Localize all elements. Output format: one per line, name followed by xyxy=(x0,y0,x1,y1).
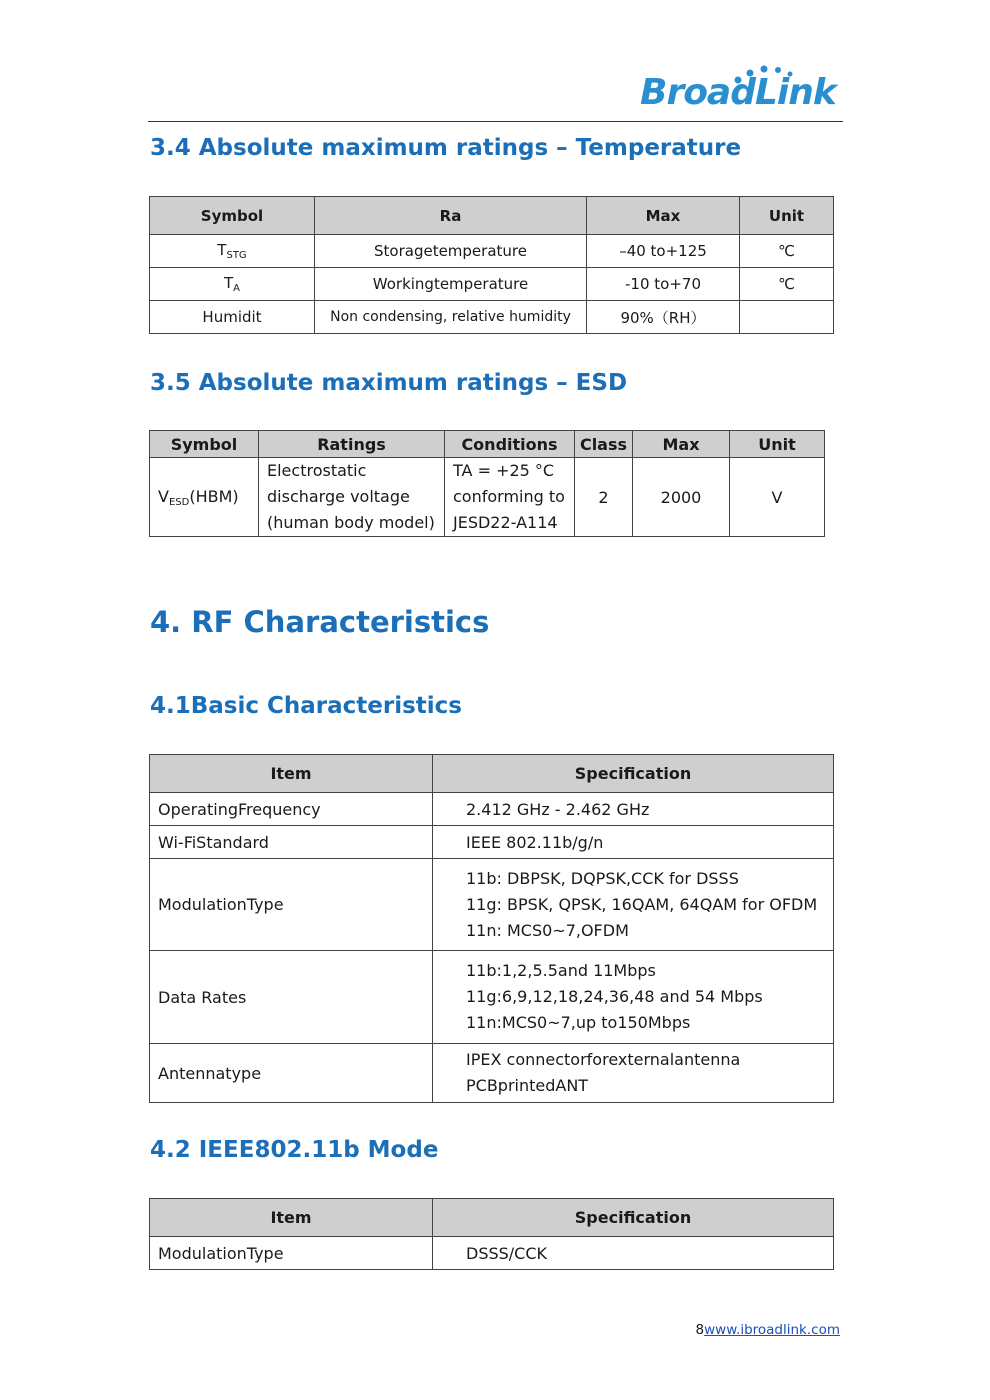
header-item: Item xyxy=(150,1199,433,1237)
cell-max: –40 to+125 xyxy=(587,235,740,268)
header-specification: Specification xyxy=(433,755,834,793)
cell-unit: ℃ xyxy=(740,268,834,301)
table-row xyxy=(150,951,834,1044)
page-footer xyxy=(696,1322,840,1338)
table-row xyxy=(150,859,834,951)
page-number: 8 xyxy=(695,1322,705,1338)
table-row xyxy=(150,1044,834,1103)
cell-spec: 11b: DBPSK, DQPSK,CCK for DSSS 11g: BPSK, QPSK, 16QAM, 64QAM for OFDM 11n: MCS0~7,OFDM xyxy=(433,859,834,951)
table-header-row xyxy=(150,755,834,793)
cell-class: 2 xyxy=(575,458,633,537)
table-row xyxy=(150,235,834,268)
cell-unit: ℃ xyxy=(740,235,834,268)
table-header-row xyxy=(150,1199,834,1237)
logo-text: BroadLink xyxy=(640,72,836,113)
header-symbol: Symbol xyxy=(150,431,259,458)
table-row xyxy=(150,826,834,859)
header-rule xyxy=(148,121,843,122)
cell-symbol: $T_{STG}$ xyxy=(150,235,315,268)
header-unit: Unit xyxy=(730,431,825,458)
cell-max: 90%（RH） xyxy=(587,301,740,334)
cell-item: Data Rates xyxy=(150,951,433,1044)
table-header-row xyxy=(150,431,825,458)
table-row xyxy=(150,268,834,301)
broadlink-logo xyxy=(640,64,840,116)
chapter-title-4: 4. RF Characteristics xyxy=(150,605,490,639)
basic-characteristics-table xyxy=(149,754,834,1103)
cell-ra: Workingtemperature xyxy=(315,268,587,301)
cell-spec: 2.412 GHz - 2.462 GHz xyxy=(433,793,834,826)
header-ratings: Ratings xyxy=(259,431,445,458)
cell-unit: V xyxy=(730,458,825,537)
cell-item: OperatingFrequency xyxy=(150,793,433,826)
cell-conditions: TA = +25 °C conforming to JESD22-A114 xyxy=(445,458,575,537)
table-header-row xyxy=(150,197,834,235)
cell-ra: Non condensing, relative humidity xyxy=(315,301,587,334)
cell-spec: IEEE 802.11b/g/n xyxy=(433,826,834,859)
cell-max: 2000 xyxy=(633,458,730,537)
cell-max: -10 to+70 xyxy=(587,268,740,301)
cell-spec: IPEX connectorforexternalantenna PCBprintedANT xyxy=(433,1044,834,1103)
table-row xyxy=(150,301,834,334)
cell-ra: Storagetemperature xyxy=(315,235,587,268)
cell-symbol: $V_{ESD}(HBM)$ xyxy=(150,458,259,537)
cell-spec: DSSS/CCK xyxy=(433,1237,834,1270)
cell-symbol: Humidit xyxy=(150,301,315,334)
header-symbol: Symbol xyxy=(150,197,315,235)
cell-spec: 11b:1,2,5.5and 11Mbps 11g:6,9,12,18,24,36,48 and 54 Mbps 11n:MCS0~7,up to150Mbps xyxy=(433,951,834,1044)
header-item: Item xyxy=(150,755,433,793)
section-title-3-5: 3.5 Absolute maximum ratings – ESD xyxy=(150,370,628,396)
section-title-4-1: 4.1Basic Characteristics xyxy=(150,693,462,719)
cell-item: ModulationType xyxy=(150,1237,433,1270)
header-specification: Specification xyxy=(433,1199,834,1237)
esd-ratings-table xyxy=(149,430,825,537)
temperature-ratings-table xyxy=(149,196,834,334)
header-ra: Ra xyxy=(315,197,587,235)
cell-ratings: Electrostatic discharge voltage (human body model) xyxy=(259,458,445,537)
header-conditions: Conditions xyxy=(445,431,575,458)
cell-symbol: $T_A$ xyxy=(150,268,315,301)
header-max: Max xyxy=(633,431,730,458)
cell-unit xyxy=(740,301,834,334)
table-row xyxy=(150,793,834,826)
header-unit: Unit xyxy=(740,197,834,235)
website-link[interactable]: www.ibroadlink.com xyxy=(704,1322,840,1338)
header-max: Max xyxy=(587,197,740,235)
section-title-4-2: 4.2 IEEE802.11b Mode xyxy=(150,1137,439,1163)
table-row xyxy=(150,1237,834,1270)
cell-item: Wi-FiStandard xyxy=(150,826,433,859)
cell-item: Antennatype xyxy=(150,1044,433,1103)
ieee80211b-mode-table xyxy=(149,1198,834,1270)
cell-item: ModulationType xyxy=(150,859,433,951)
table-row xyxy=(150,458,825,537)
section-title-3-4: 3.4 Absolute maximum ratings – Temperature xyxy=(150,135,742,161)
header-class: Class xyxy=(575,431,633,458)
